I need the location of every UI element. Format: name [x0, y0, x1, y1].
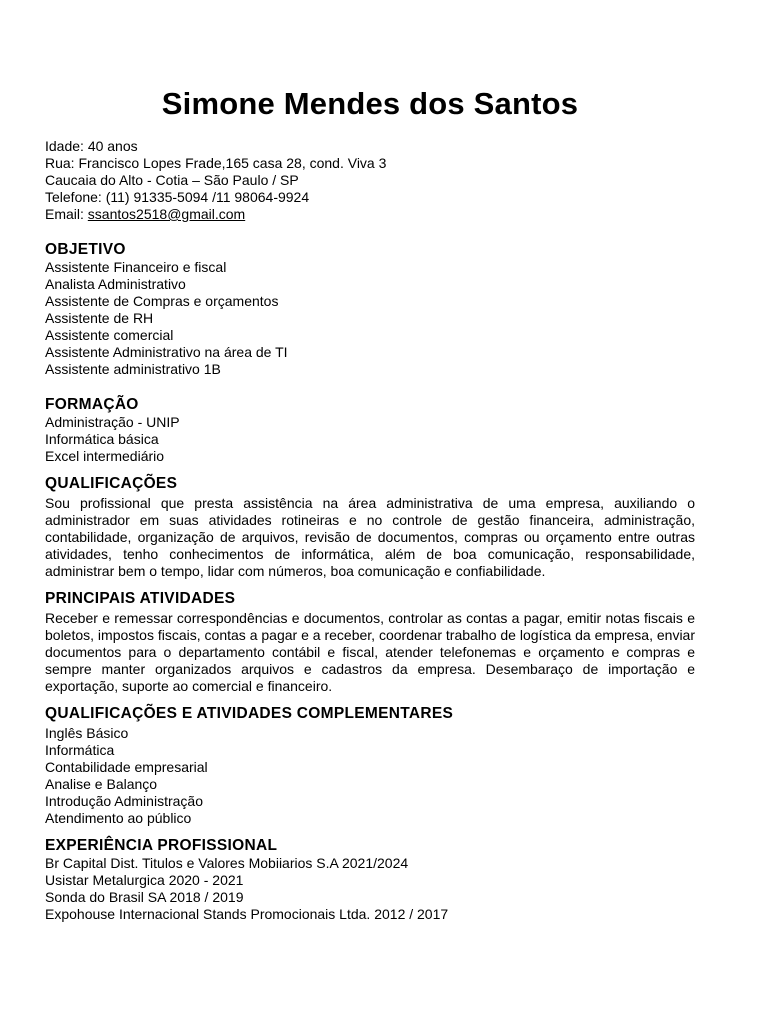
list-item: Assistente Financeiro e fiscal: [45, 259, 227, 275]
age-line: Idade: 40 anos: [45, 138, 138, 154]
qualifications-title: QUALIFICAÇÕES: [45, 475, 178, 492]
list-item: Assistente de RH: [45, 310, 154, 326]
experience-list: [45, 855, 695, 923]
objective-section: [45, 241, 695, 378]
experience-title: EXPERIÊNCIA PROFISSIONAL: [45, 837, 278, 854]
complementary-title: QUALIFICAÇÕES E ATIVIDADES COMPLEMENTARES: [45, 705, 454, 722]
list-item: Assistente administrativo 1B: [45, 361, 221, 377]
education-list: [45, 414, 695, 465]
candidate-name: Simone Mendes dos Santos: [161, 86, 579, 121]
complementary-section: [45, 705, 695, 827]
list-item: Analista Administrativo: [45, 276, 186, 292]
city-line: Caucaia do Alto - Cotia – São Paulo / SP: [45, 172, 299, 188]
email-label: Email:: [45, 206, 88, 222]
phone-line: Telefone: (11) 91335-5094 /11 98064-9924: [45, 189, 310, 205]
list-item: Informática: [45, 742, 115, 758]
list-item: Atendimento ao público: [45, 810, 192, 826]
email-link[interactable]: ssantos2518@gmail.com: [87, 206, 246, 222]
list-item: Usistar Metalurgica 2020 - 2021: [45, 872, 244, 888]
street-line: Rua: Francisco Lopes Frade,165 casa 28, cond. Viva 3: [45, 155, 387, 171]
list-item: Assistente comercial: [45, 327, 174, 343]
qualifications-text: Sou profissional que presta assistência na área administrativa de uma empresa, auxiliando o administrador em suas atividades rotineiras e no controle de gestão financeira, administração, contabilidade, organização de arquivos, revisão de documentos, compras ou orçamento entre outras atividades, tenho conhecimentos de informática, além de boa comunicação, responsabilidade, administrar bem o tempo, lidar com números, boa comunicação e confiabilidade.: [45, 495, 695, 579]
list-item: Expohouse Internacional Stands Promocionais Ltda. 2012 / 2017: [45, 906, 449, 922]
list-item: Contabilidade empresarial: [45, 759, 208, 775]
list-item: Analise e Balanço: [45, 776, 158, 792]
list-item: Inglês Básico: [45, 725, 129, 741]
experience-section: [45, 837, 695, 923]
activities-section: [45, 590, 695, 695]
activities-title: PRINCIPAIS ATIVIDADES: [45, 590, 236, 607]
complementary-list: [45, 725, 695, 827]
contact-block: [45, 138, 695, 223]
objective-list: [45, 259, 695, 378]
education-section: [45, 396, 695, 465]
qualifications-section: [45, 475, 695, 580]
email-line: [45, 206, 695, 223]
list-item: Sonda do Brasil SA 2018 / 2019: [45, 889, 244, 905]
list-item: Introdução Administração: [45, 793, 203, 809]
resume-page: [45, 80, 695, 923]
education-title: FORMAÇÃO: [45, 396, 139, 413]
list-item: Br Capital Dist. Titulos e Valores Mobiiarios S.A 2021/2024: [45, 855, 409, 871]
list-item: Assistente Administrativo na área de TI: [45, 344, 288, 360]
activities-text: Receber e remessar correspondências e documentos, controlar as contas a pagar, emitir notas fiscais e boletos, impostos fiscais, contas a pagar e a receber, coordenar trabalho de logística da empresa, enviar documentos para o departamento contábil e fiscal, atender telefonemas e orçamento e compras e sempre manter organizados arquivos e cadastros da empresa. Desembaraço de importação e exportação, suporte ao comercial e financeiro.: [45, 610, 695, 694]
objective-title: OBJETIVO: [45, 241, 126, 258]
list-item: Administração - UNIP: [45, 414, 180, 430]
list-item: Assistente de Compras e orçamentos: [45, 293, 279, 309]
list-item: Excel intermediário: [45, 448, 165, 464]
list-item: Informática básica: [45, 431, 159, 447]
